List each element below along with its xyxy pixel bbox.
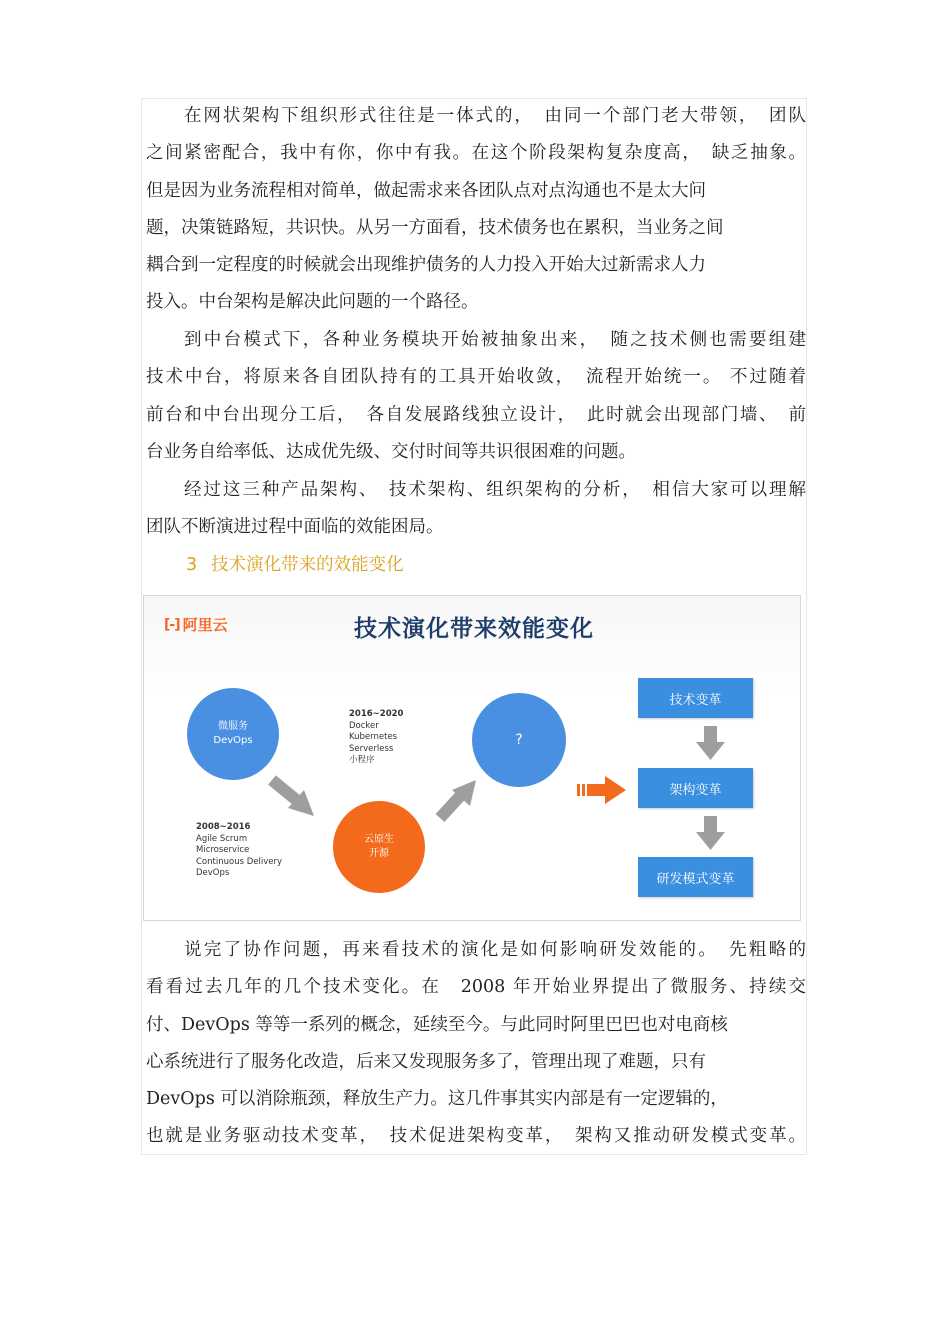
unknown-future-circle <box>472 693 566 787</box>
text-line: 技术中台，将原来各自团队持有的工具开始收敛， 流程开始统一。 不过随着 <box>146 367 806 388</box>
tech-change-box: 技术变革 <box>638 678 753 718</box>
arrow-down-right-icon <box>272 780 314 816</box>
circle-label: DevOps <box>213 735 253 746</box>
section-title: 技术演化带来的效能变化 <box>211 555 404 575</box>
text-line: 题，决策链路短，共识快。从另一方面看，技术债务也在累积，当业务之间 <box>146 217 724 238</box>
text-line: DevOps 可以消除瓶颈，释放生产力。这几件事其实内部是有一定逻辑的， <box>146 1089 728 1110</box>
arch-change-box: 架构变革 <box>638 768 753 808</box>
era-item: Serverless <box>349 743 394 754</box>
era-2016-2020 <box>349 709 403 767</box>
era-item: Microservice <box>196 845 250 855</box>
era-item: DevOps <box>196 868 230 878</box>
text-line: 投入。中台架构是解决此问题的一个路径。 <box>146 292 479 313</box>
era-2008-2016 <box>196 822 282 880</box>
section-number: 3 <box>186 555 198 575</box>
section-heading <box>186 547 404 584</box>
text-line: 说完了协作问题，再来看技术的演化是如何影响研发效能的。 先粗略的 <box>184 940 806 960</box>
text-line: 经过这三种产品架构、 技术架构、组织架构的分析， 相信大家可以理解 <box>184 480 806 500</box>
circle-label: 云原生 <box>364 834 394 845</box>
circle-label: 开源 <box>369 848 389 859</box>
text-line: 心系统进行了服务化改造，后来又发现服务多了，管理出现了难题，只有 <box>146 1051 706 1072</box>
question-mark: ? <box>515 732 523 748</box>
aliyun-logo-icon: [-] <box>164 616 180 633</box>
era-item: Agile Scrum <box>196 833 248 844</box>
era-item: Kubernetes <box>349 732 398 742</box>
cloud-native-circle <box>333 801 425 893</box>
era-item: Docker <box>349 720 379 731</box>
paragraph-2 <box>146 322 806 471</box>
era-item: Continuous Delivery <box>196 856 282 867</box>
dev-mode-change-box: 研发模式变革 <box>638 857 753 897</box>
logo-text: 阿里云 <box>182 616 228 634</box>
text-line: 到中台模式下，各种业务模块开始被抽象出来， 随之技术侧也需要组建 <box>184 330 806 350</box>
text-line: 看看过去几年的几个技术变化。在 2008 年开始业界提出了微服务、持续交 <box>146 977 806 998</box>
era-item: 小程序 <box>349 755 375 765</box>
text-line: 耦合到一定程度的时候就会出现维护债务的人力投入开始大过新需求人力 <box>146 255 706 276</box>
text-line: 之间紧密配合，我中有你，你中有我。在这个阶段架构复杂度高， 缺乏抽象。 <box>146 143 806 164</box>
arrow-up-right-icon <box>440 780 476 818</box>
era-years: 2016~2020 <box>349 709 404 719</box>
paragraph-1 <box>146 98 806 322</box>
arrow-right-orange-icon <box>577 776 626 804</box>
text-line: 在网状架构下组织形式往往是一体式的， 由同一个部门老大带领， 团队 <box>184 106 806 126</box>
aliyun-logo <box>164 614 228 635</box>
arrow-down-icon <box>696 726 725 760</box>
arrow-down-icon <box>696 816 725 850</box>
paragraph-3 <box>146 472 806 547</box>
text-line: 也就是业务驱动技术变革， 技术促进架构变革， 架构又推动研发模式变革。 <box>146 1126 806 1147</box>
text-line: 付、DevOps 等等一系列的概念，延续至今。与此同时阿里巴巴也对电商核 <box>146 1014 728 1035</box>
slide-title: 技术演化带来效能变化 <box>354 616 594 642</box>
text-line: 前台和中台出现分工后， 各自发展路线独立设计， 此时就会出现部门墙、 前 <box>146 404 806 425</box>
microservice-circle <box>187 688 279 780</box>
circle-label: 微服务 <box>218 721 248 732</box>
text-line: 台业务自给率低、达成优先级、交付时间等共识很困难的问题。 <box>146 441 636 462</box>
text-line: 但是因为业务流程相对简单，做起需求来各团队点对点沟通也不是太大问 <box>146 180 706 201</box>
text-line: 团队不断演进过程中面临的效能困局。 <box>146 517 444 538</box>
figure-slide <box>143 595 801 921</box>
paragraph-4 <box>146 932 806 1156</box>
era-years: 2008~2016 <box>196 822 251 832</box>
